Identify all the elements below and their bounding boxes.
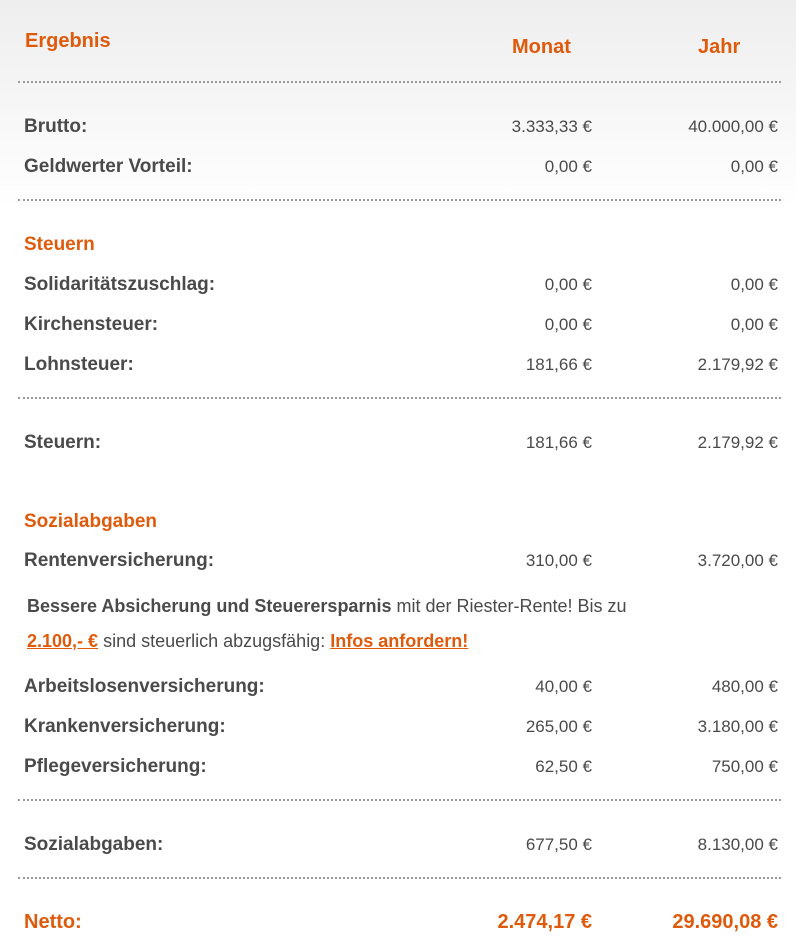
promo-headline: Bessere Absicherung und Steuerersparnis: [27, 596, 392, 616]
taxes-total-year-value: 2.179,92 €: [697, 433, 778, 452]
net-year-value: 29.690,08 €: [672, 911, 778, 933]
pension-insurance-month-value: 310,00 €: [525, 551, 592, 570]
net-label: Netto:: [24, 911, 82, 933]
unemployment-insurance-month-value: 40,00 €: [535, 677, 592, 696]
gross-label: Brutto:: [24, 116, 88, 137]
income-tax-year-value: 2.179,92 €: [697, 355, 778, 374]
pension-insurance-year-value: 3.720,00 €: [697, 551, 778, 570]
church-tax-month-value: 0,00 €: [544, 315, 592, 334]
deductible-amount-link[interactable]: 2.100,- €: [27, 631, 99, 651]
separator: [18, 799, 781, 801]
taxes-section-title: Steuern: [24, 234, 95, 255]
solidarity-surcharge-month-value: 0,00 €: [544, 275, 592, 294]
separator: [18, 81, 781, 83]
request-info-link[interactable]: Infos anfordern!: [330, 631, 469, 651]
care-insurance-year-value: 750,00 €: [711, 757, 778, 776]
benefit-in-kind-month-value: 0,00 €: [544, 157, 592, 176]
income-tax-month-value: 181,66 €: [525, 355, 592, 374]
promo-text: mit der Riester-Rente! Bis zu: [391, 596, 627, 616]
month-column-header: Monat: [512, 36, 571, 58]
gross-month-value: 3.333,33 €: [511, 117, 592, 136]
separator: [18, 877, 781, 879]
care-insurance-month-value: 62,50 €: [535, 757, 592, 776]
net-month-value: 2.474,17 €: [497, 911, 592, 933]
church-tax-year-value: 0,00 €: [730, 315, 778, 334]
pension-insurance-label: Rentenversicherung:: [24, 550, 215, 571]
solidarity-surcharge-year-value: 0,00 €: [730, 275, 778, 294]
result-title: Ergebnis: [25, 30, 111, 52]
gross-year-value: 40.000,00 €: [688, 117, 778, 136]
benefit-in-kind-year-value: 0,00 €: [730, 157, 778, 176]
social-total-month-value: 677,50 €: [525, 835, 592, 854]
promo-text: sind steuerlich abzugsfähig:: [98, 631, 331, 651]
taxes-total-label: Steuern:: [24, 432, 102, 453]
separator: [18, 199, 781, 201]
benefit-in-kind-label: Geldwerter Vorteil:: [24, 156, 193, 177]
riester-promo: [27, 589, 767, 659]
unemployment-insurance-label: Arbeitslosenversicherung:: [24, 676, 265, 697]
social-total-year-value: 8.130,00 €: [697, 835, 778, 854]
health-insurance-month-value: 265,00 €: [525, 717, 592, 736]
taxes-total-month-value: 181,66 €: [525, 433, 592, 452]
health-insurance-label: Krankenversicherung:: [24, 716, 226, 737]
church-tax-label: Kirchensteuer:: [24, 314, 159, 335]
year-column-header: Jahr: [698, 36, 741, 58]
social-section-title: Sozialabgaben: [24, 511, 158, 532]
care-insurance-label: Pflegeversicherung:: [24, 756, 207, 777]
income-tax-label: Lohnsteuer:: [24, 354, 134, 375]
unemployment-insurance-year-value: 480,00 €: [711, 677, 778, 696]
health-insurance-year-value: 3.180,00 €: [697, 717, 778, 736]
social-total-label: Sozialabgaben:: [24, 834, 164, 855]
solidarity-surcharge-label: Solidaritätszuschlag:: [24, 274, 216, 295]
separator: [18, 397, 781, 399]
